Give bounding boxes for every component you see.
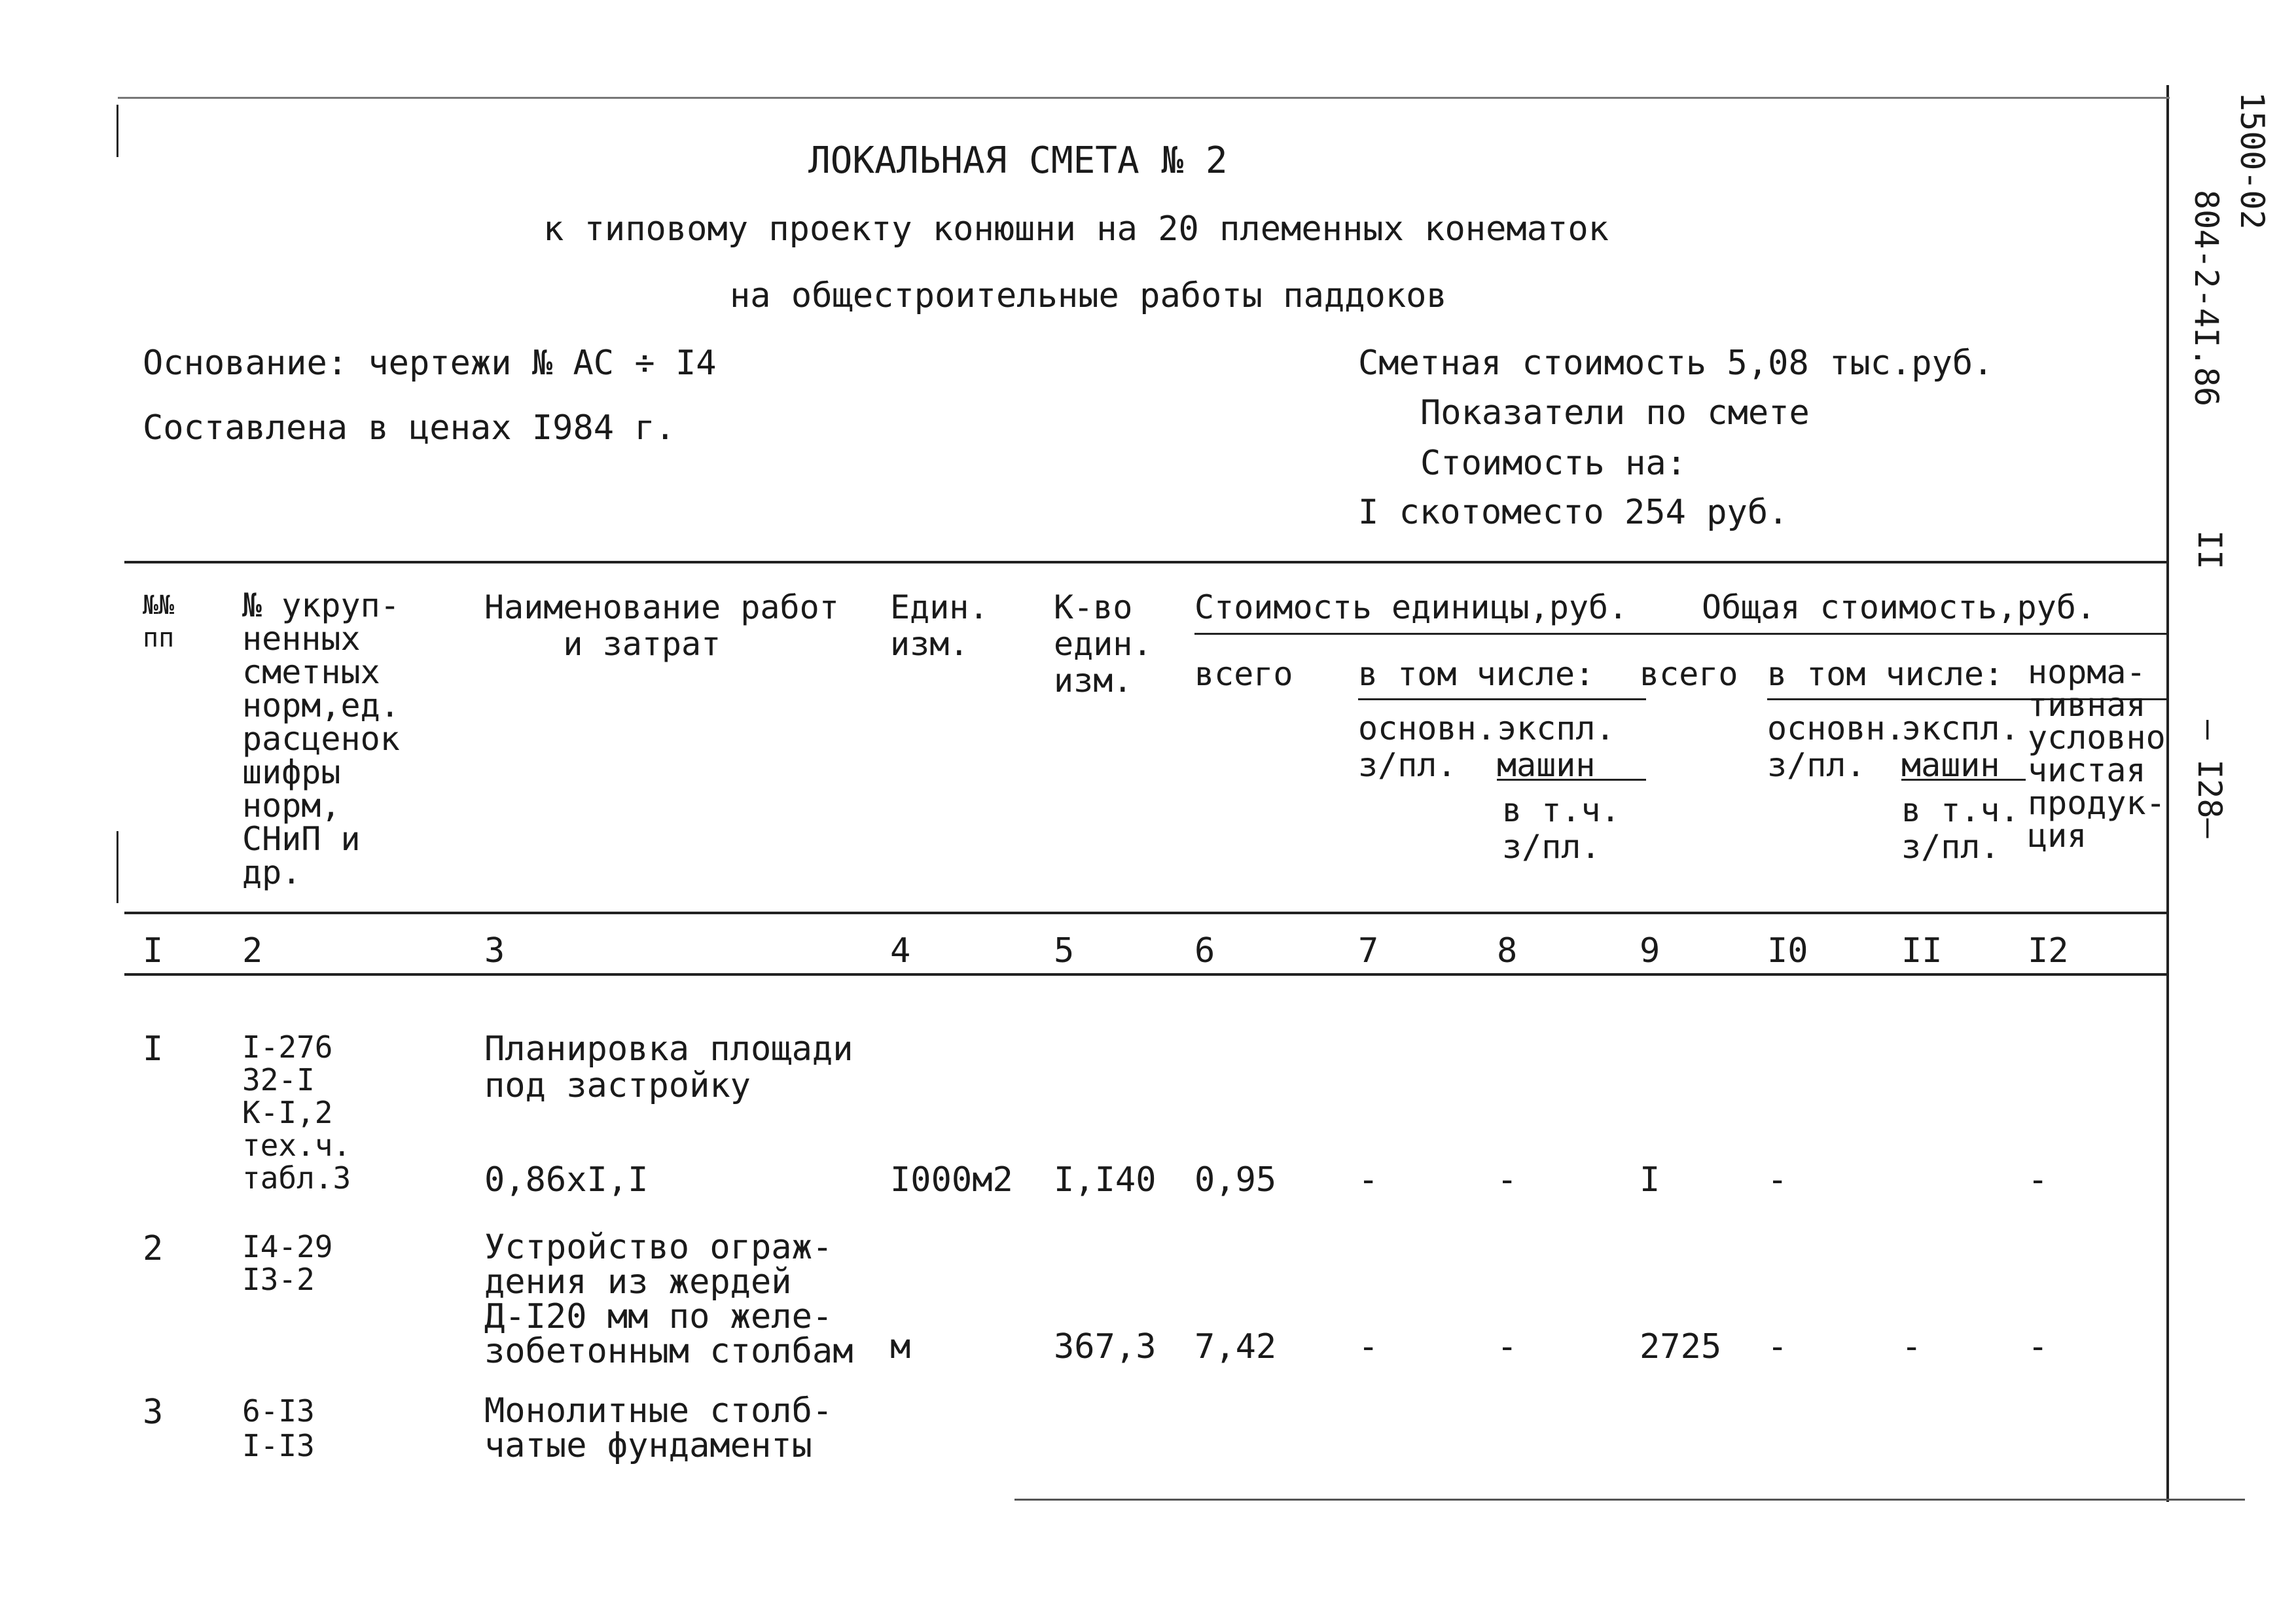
row-unit-cost-total: 0,95 [1194, 1160, 1277, 1200]
header-work-name: Наименование работ и затрат [484, 588, 839, 663]
header-unit-machine-wage: в т.ч. з/пл. [1502, 791, 1621, 866]
row-norm-code: I4-29 I3-2 [242, 1229, 333, 1297]
header-quantity: К-во един. изм. [1054, 588, 1153, 700]
per-place-text: I скотоместо 254 руб. [1358, 493, 1789, 532]
left-frame-mark-lower [117, 831, 118, 903]
header-unit-basic-wage: основн. з/пл. [1358, 709, 1496, 784]
row-normative-product: - [2028, 1160, 2049, 1200]
column-number: I [143, 931, 164, 971]
column-number: I0 [1767, 931, 1808, 971]
header-unit: Един. изм. [890, 588, 989, 663]
unit-subgroup-line [1358, 698, 1646, 700]
row-unit-basic-wage: - [1358, 1327, 1379, 1366]
row-unit-machines: - [1497, 1327, 1518, 1366]
row-unit: I000м2 [890, 1160, 1013, 1200]
row-norm-code: I-276 32-I К-I,2 тех.ч. табл.3 [242, 1029, 351, 1196]
column-number: 6 [1194, 931, 1215, 971]
row-unit-machines: - [1497, 1160, 1518, 1200]
header-total-including: в том числе: [1767, 655, 2004, 693]
row-total-basic-wage: - [1767, 1160, 1788, 1200]
header-total-cost: Общая стоимость,руб. [1702, 588, 2096, 626]
table-top-line [124, 561, 2168, 563]
left-frame-mark [117, 105, 118, 157]
document-title: ЛОКАЛЬНАЯ СМЕТА № 2 [808, 139, 1228, 182]
header-total-machine-wage: в т.ч. з/пл. [1901, 791, 2020, 866]
row-quantity: I,I40 [1054, 1160, 1157, 1200]
row-work-formula: 0,86xI,I [484, 1160, 649, 1200]
column-number: 3 [484, 931, 505, 971]
header-row-number: №№ пп [143, 590, 175, 653]
row-unit-basic-wage: - [1358, 1160, 1379, 1200]
row-norm-code: 6-I3 I-I3 [242, 1393, 315, 1463]
table-bottom-line [1014, 1499, 2245, 1501]
row-total-machines: - [1901, 1327, 1922, 1366]
header-unit-machines: экспл. машин [1497, 709, 1615, 784]
row-work-name: Устройство ограж- дения из жердей Д-I20 мм по желе- зобетонным столбам [484, 1228, 853, 1371]
estimated-cost-text: Сметная стоимость 5,08 тыс.руб. [1358, 344, 1994, 383]
column-number: 4 [890, 931, 911, 971]
document-subtitle-1: к типовому проекту конюшни на 20 племенных конематок [543, 209, 1609, 249]
row-unit-cost-total: 7,42 [1194, 1327, 1277, 1366]
document-subtitle-2: на общестроительные работы паддоков [730, 276, 1447, 315]
row-number: I [143, 1029, 164, 1069]
row-work-name: Монолитные столб- чатые фундаменты [484, 1391, 833, 1465]
column-number: 2 [242, 931, 263, 971]
row-quantity: 367,3 [1054, 1327, 1157, 1366]
row-total-cost: 2725 [1640, 1327, 1722, 1366]
row-total-cost: I [1640, 1160, 1660, 1200]
header-total-basic-wage: основн. з/пл. [1767, 709, 1905, 784]
header-normative-product: норма- тивная условно чистая продук- ция [2028, 653, 2166, 855]
row-normative-product: - [2028, 1327, 2049, 1366]
cost-group-line [1194, 633, 2168, 635]
margin-page-number: — I28— [2191, 720, 2229, 838]
header-total-total: всего [1640, 655, 1738, 693]
margin-document-code: 804-2-4I.86 [2187, 190, 2225, 407]
basis-text: Основание: чертежи № АС ÷ I4 [143, 344, 717, 383]
indicators-text: Показатели по смете [1420, 393, 1810, 433]
margin-handwritten-code: 1500-02 [2233, 92, 2271, 230]
header-norm-code: № укруп- ненных сметных норм,ед. расценок шифры норм, СНиП и др. [242, 586, 400, 891]
column-number: 5 [1054, 931, 1075, 971]
top-frame-line [118, 97, 2170, 99]
prices-year-text: Составлена в ценах I984 г. [143, 408, 675, 448]
cost-per-text: Стоимость на: [1420, 444, 1687, 483]
column-number: 9 [1640, 931, 1660, 971]
header-bottom-line [124, 912, 2168, 914]
header-unit-including: в том числе: [1358, 655, 1595, 693]
row-work-name: Планировка площади под застройку [484, 1029, 853, 1105]
column-numbers-line [124, 973, 2168, 976]
header-total-machines: экспл. машин [1901, 709, 2020, 784]
right-frame-line [2166, 85, 2169, 1502]
header-unit-cost: Стоимость единицы,руб. [1194, 588, 1628, 626]
column-number: 7 [1358, 931, 1379, 971]
header-unit-total: всего [1194, 655, 1293, 693]
row-unit: м [890, 1327, 911, 1366]
row-number: 2 [143, 1229, 164, 1268]
column-number: 8 [1497, 931, 1518, 971]
margin-sheet-mark: II [2191, 530, 2229, 570]
row-number: 3 [143, 1393, 164, 1432]
row-total-basic-wage: - [1767, 1327, 1788, 1366]
column-number: I2 [2028, 931, 2069, 971]
column-number: II [1901, 931, 1943, 971]
